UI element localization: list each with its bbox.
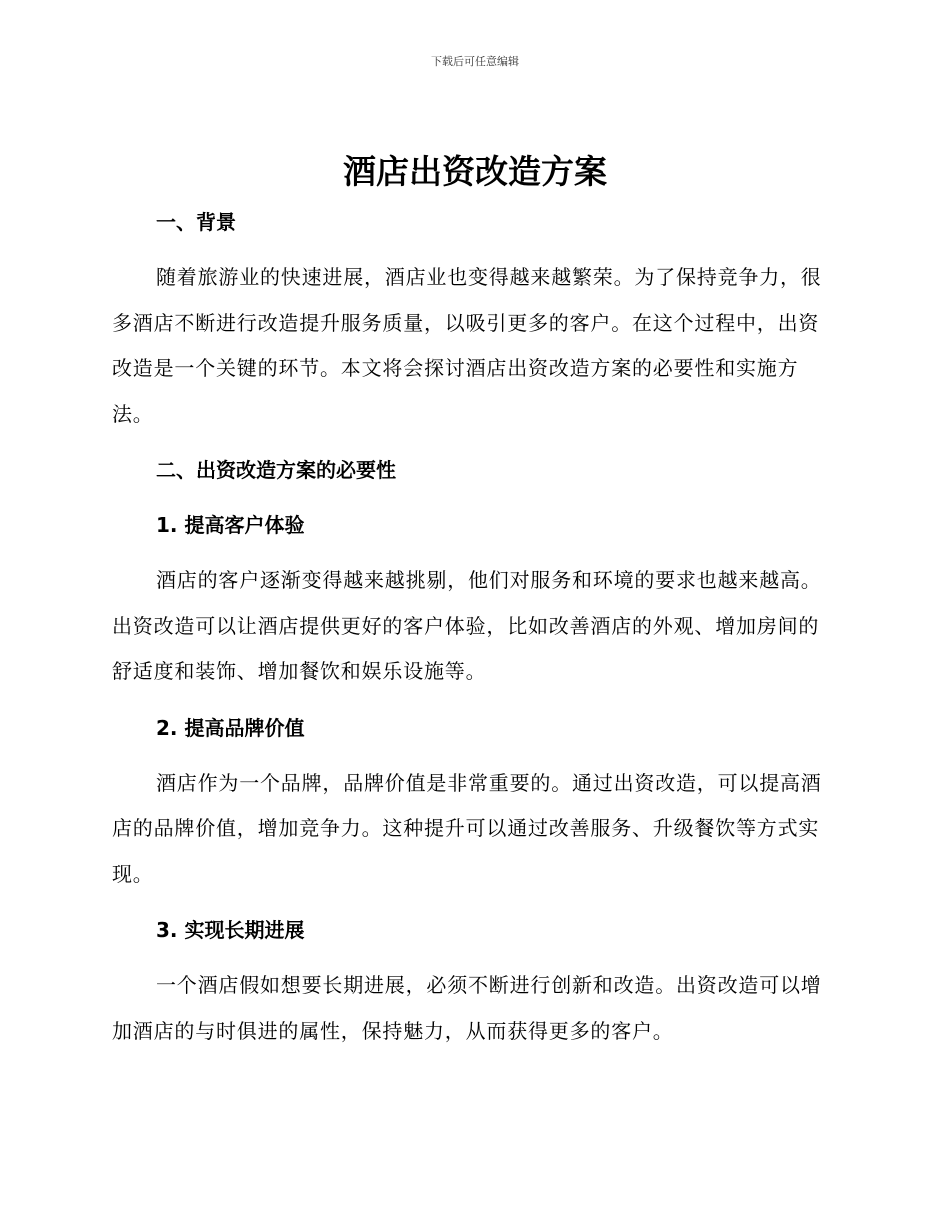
subsection-paragraph-long-term-growth: 一个酒店假如想要长期进展，必须不断进行创新和改造。出资改造可以增加酒店的与时俱进的属性，保持魅力，从而获得更多的客户。 [112, 973, 822, 1043]
subsection-heading-customer-experience: 1. 提高客户体验 [156, 513, 305, 537]
document-body [112, 200, 834, 1065]
subsection-heading-brand-value: 2. 提高品牌价值 [156, 715, 305, 740]
section-paragraph-background: 随着旅游业的快速进展，酒店业也变得越来越繁荣。为了保持竞争力，很多酒店不断进行改造提升服务质量，以吸引更多的客户。在这个过程中，出资改造是一个关键的环节。本文将会探讨酒店出资改造方案的必要性和实施方法。 [112, 265, 822, 426]
subsection-heading-long-term-growth: 3. 实现长期进展 [156, 918, 305, 942]
subsection-paragraph-brand-value: 酒店作为一个品牌，品牌价值是非常重要的。通过出资改造，可以提高酒店的品牌价值，增加竞争力。这种提升可以通过改善服务、升级餐饮等方式实现。 [112, 770, 822, 886]
section-heading-background: 一、背景 [156, 210, 236, 234]
section-heading-necessity: 二、出资改造方案的必要性 [156, 458, 396, 482]
page-header-note: 下载后可任意编辑 [431, 55, 519, 68]
document-title: 酒店出资改造方案 [343, 152, 607, 191]
subsection-paragraph-customer-experience: 酒店的客户逐渐变得越来越挑剔，他们对服务和环境的要求也越来越高。出资改造可以让酒店提供更好的客户体验，比如改善酒店的外观、增加房间的舒适度和装饰、增加餐饮和娱乐设施等。 [112, 568, 822, 683]
